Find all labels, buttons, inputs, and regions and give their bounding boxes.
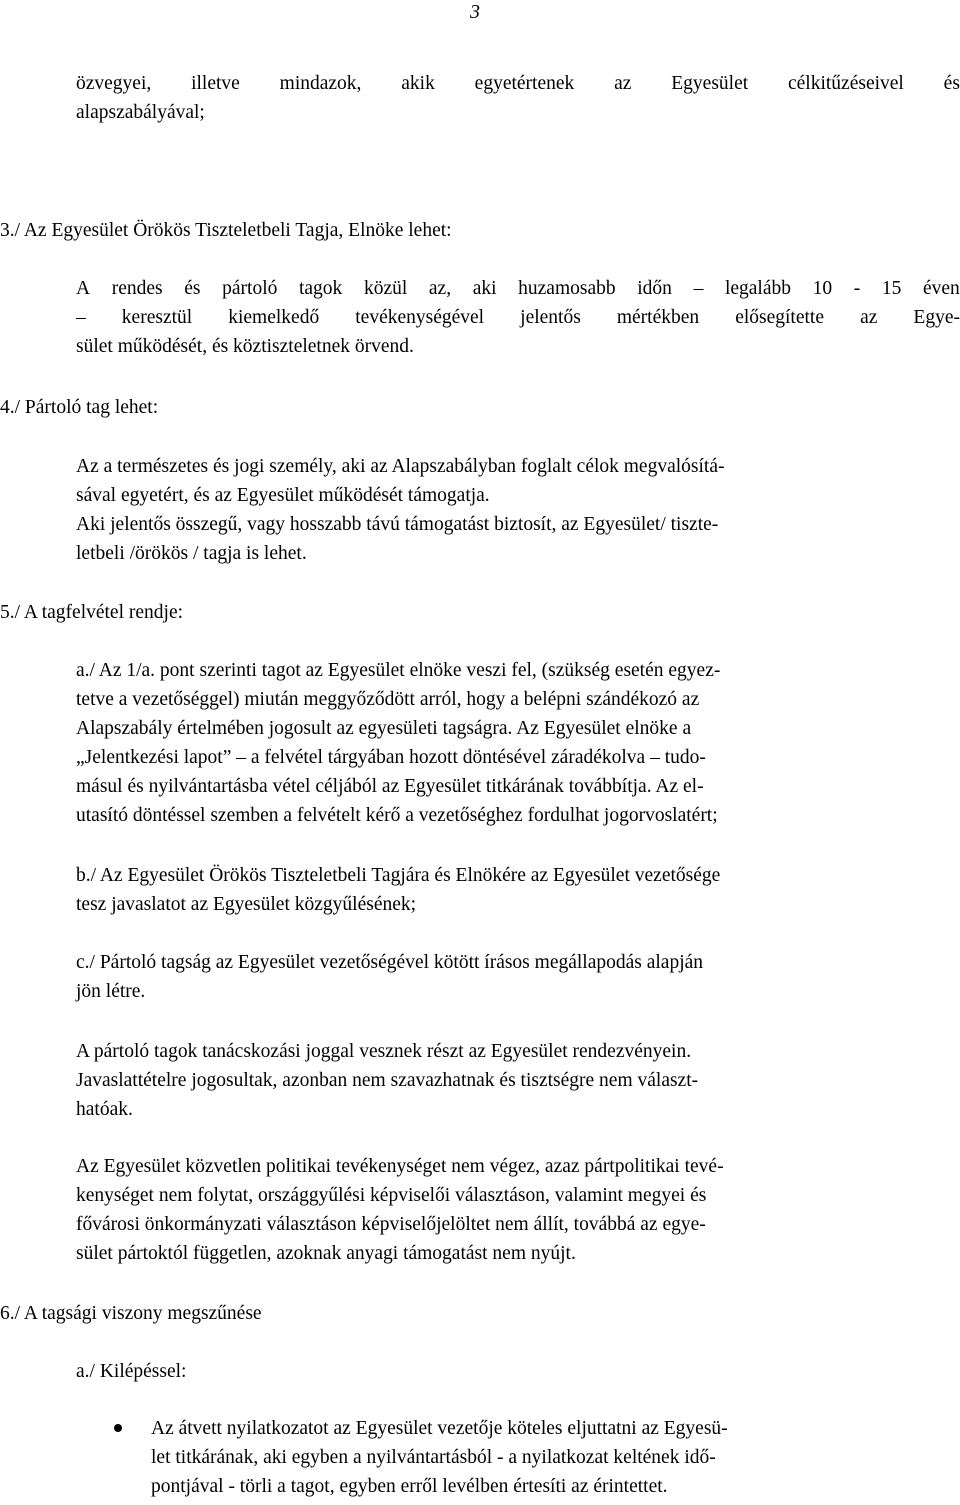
page-number: 3 — [470, 1, 480, 23]
word: Egye- — [913, 307, 960, 328]
word: tagok — [298, 278, 343, 299]
section-3-paragraph — [76, 274, 960, 361]
word: egyetértenek — [474, 73, 575, 94]
word: és — [184, 278, 201, 299]
word: mértékben — [616, 307, 700, 328]
text-line: letbeli /örökös / tagja is lehet. — [76, 543, 307, 564]
text-line: jön létre. — [76, 981, 146, 1002]
word: célkitűzéseivel — [787, 73, 904, 94]
text-line: a./ Az 1/a. pont szerinti tagot az Egyesület elnöke veszi fel, (szükség esetén egyez- — [76, 660, 721, 681]
section-5-item-b — [76, 861, 960, 919]
section-5-item-c — [76, 948, 960, 1006]
word: huzamosabb — [518, 278, 616, 299]
word: Egyesület — [671, 73, 749, 94]
text-line: Az a természetes és jogi személy, aki az Alapszabályban foglalt célok megvalósítá- — [76, 456, 725, 477]
word: rendes — [111, 278, 163, 299]
word: és — [943, 73, 960, 94]
section-3-heading: 3./ Az Egyesület Örökös Tiszteletbeli Tagja, Elnöke lehet: — [0, 220, 452, 241]
word: legalább — [724, 278, 791, 299]
word: elősegítette — [735, 307, 825, 328]
text-line: Alapszabály értelmében jogosult az egyesületi tagságra. Az Egyesület elnöke a — [76, 718, 692, 739]
intro-paragraph — [76, 69, 960, 127]
text-line: fővárosi önkormányzati választáson képviselőjelöltet nem állít, továbbá az egye- — [76, 1214, 706, 1235]
section-4-paragraph-2 — [76, 510, 960, 568]
section-5-heading: 5./ A tagfelvétel rendje: — [0, 602, 184, 623]
section-5-item-a — [76, 656, 960, 830]
word: A — [76, 278, 91, 299]
text-line — [76, 274, 960, 303]
word: akik — [401, 73, 435, 94]
word: jelentős — [520, 307, 581, 328]
text-line: utasító döntéssel szemben a felvételt kérő a vezetőséghez fordulhat jogorvoslatért; — [76, 805, 718, 826]
text-line: let titkárának, aki egyben a nyilvántartásból - a nyilatkozat keltének idő- — [151, 1447, 716, 1468]
intro-line-2: alapszabályával; — [76, 102, 205, 123]
text-line: b./ Az Egyesület Örökös Tiszteletbeli Tagjára és Elnökére az Egyesület vezetősége — [76, 865, 721, 886]
word: 15 — [881, 278, 902, 299]
word: – — [76, 307, 86, 328]
intro-line-1 — [76, 69, 960, 98]
politika-paragraph — [76, 1152, 960, 1268]
word: illetve — [191, 73, 240, 94]
text-line: kenységet nem folytat, országgyűlési képviselői választáson, valamint megyei és — [76, 1185, 707, 1206]
text-line: Javaslattételre jogosultak, azonban nem szavazhatnak és tisztségre nem választ- — [76, 1070, 699, 1091]
word: 10 — [812, 278, 833, 299]
word: közül — [363, 278, 408, 299]
section-4-paragraph-1 — [76, 452, 960, 510]
word: éven — [923, 278, 960, 299]
section-4-heading: 4./ Pártoló tag lehet: — [0, 397, 159, 418]
text-line: Aki jelentős összegű, vagy hosszabb távú támogatást biztosít, az Egyesület/ tiszte- — [76, 514, 719, 535]
word: - — [853, 278, 861, 299]
word: időn — [637, 278, 672, 299]
section-6-heading: 6./ A tagsági viszony megszűnése — [0, 1303, 262, 1324]
text-line: A pártoló tagok tanácskozási joggal vesznek részt az Egyesület rendezvényein. — [76, 1041, 692, 1062]
word: özvegyei, — [76, 73, 152, 94]
text-line: Az átvett nyilatkozatot az Egyesület vezetője köteles eljuttatni az Egyesü- — [151, 1418, 728, 1439]
bullet-icon — [114, 1424, 122, 1432]
partolo-paragraph — [76, 1037, 960, 1124]
text-line: c./ Pártoló tagság az Egyesület vezetőségével kötött írásos megállapodás alapján — [76, 952, 704, 973]
word: az, — [428, 278, 452, 299]
word: kiemelkedő — [228, 307, 320, 328]
word: keresztül — [121, 307, 193, 328]
text-line: hatóak. — [76, 1099, 133, 1120]
text-line: sával egyetért, és az Egyesület működését támogatja. — [76, 485, 490, 506]
word: tevékenységével — [355, 307, 485, 328]
word: – — [693, 278, 704, 299]
bullet-item — [151, 1414, 960, 1501]
word: aki — [472, 278, 497, 299]
word: pártoló — [222, 278, 278, 299]
text-line: sület pártoktól független, azoknak anyagi támogatást nem nyújt. — [76, 1243, 576, 1264]
word: az — [614, 73, 632, 94]
word: az — [860, 307, 878, 328]
text-line: pontjával - törli a tagot, egyben erről levélben értesíti az érintettet. — [151, 1476, 668, 1497]
text-line: tetve a vezetőséggel) miután meggyőződött arról, hogy a belépni szándékozó az — [76, 689, 700, 710]
word: mindazok, — [279, 73, 362, 94]
text-line: „Jelentkezési lapot” – a felvétel tárgyában hozott döntésével záradékolva – tudo- — [76, 747, 706, 768]
text-line: tesz javaslatot az Egyesület közgyűlésének; — [76, 894, 417, 915]
section-6-sub-a: a./ Kilépéssel: — [76, 1361, 187, 1382]
text-line — [76, 303, 960, 332]
text-line: sület működését, és köztiszteletnek örvend. — [76, 336, 414, 357]
text-line: Az Egyesület közvetlen politikai tevékenységet nem végez, azaz pártpolitikai tevé- — [76, 1156, 724, 1177]
text-line: másul és nyilvántartásba vétel céljából az Egyesület titkárának továbbítja. Az el- — [76, 776, 704, 797]
